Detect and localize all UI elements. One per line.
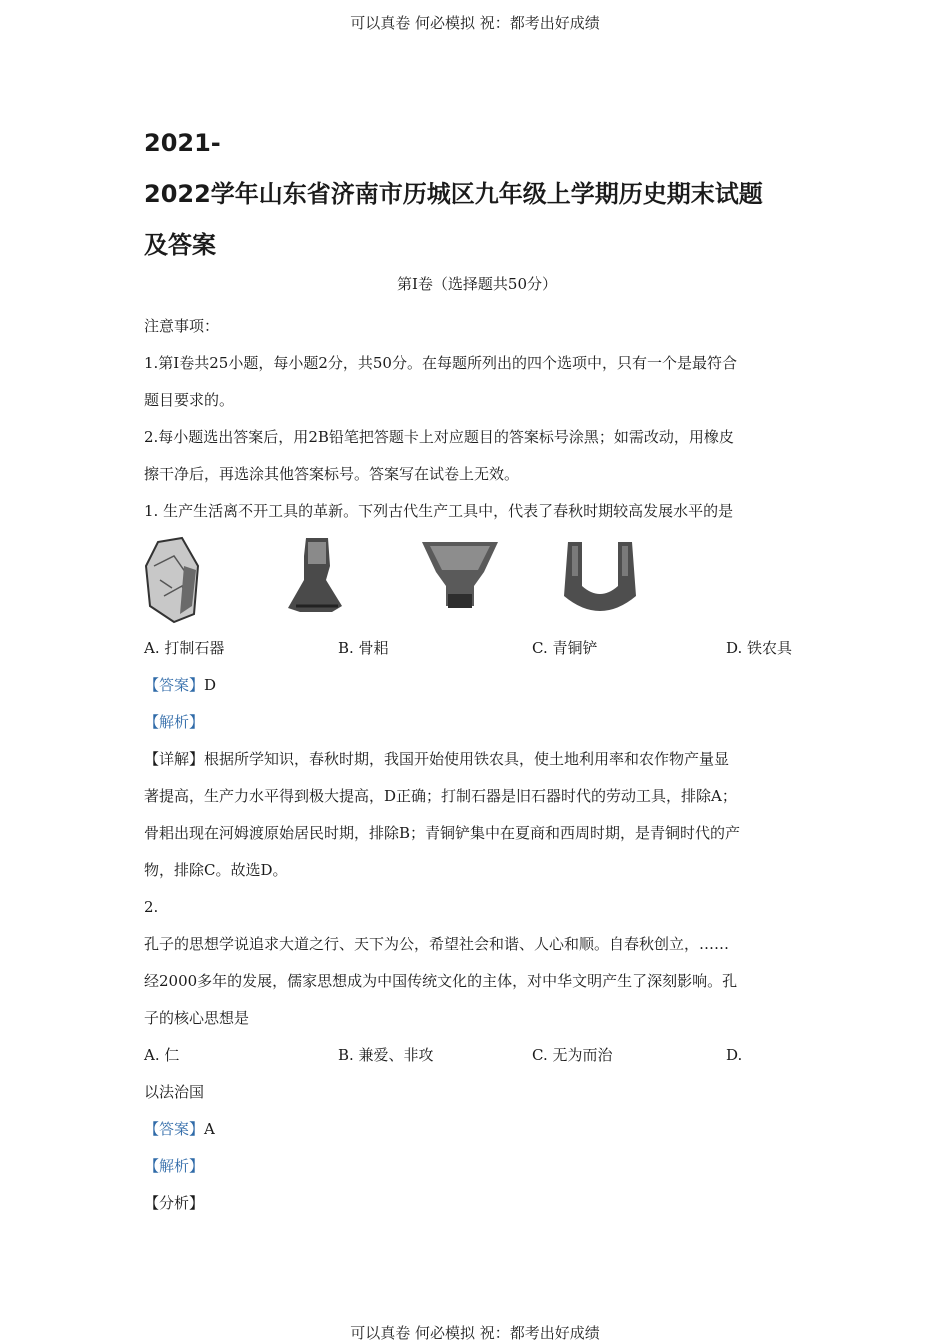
title-line-2: 2022学年山东省济南市历城区九年级上学期历史期末试题 [144,180,763,208]
q1-stem: 1. 生产生活离不开工具的革新。下列古代生产工具中，代表了春秋时期较高发展水平的是 [144,502,734,520]
document-body [144,118,810,1222]
q2-stem-line: 经2000多年的发展，儒家思想成为中国传统文化的主体，对中华文明产生了深刻影响。孔 [144,972,738,990]
q2-analysis-tag [144,1148,810,1185]
title-line-3: 及答案 [144,231,216,259]
q2-stem-line: 孔子的思想学说追求大道之行、天下为公，希望社会和谐、人心和顺。自春秋创立，…… [144,935,730,953]
notice-line: 2.每小题选出答案后，用2B铅笔把答题卡上对应题目的答案标号涂黑；如需改动，用橡皮 [144,428,734,446]
q1-images [144,536,810,630]
answer-tag: 【答案】 [144,676,205,694]
bronze-spade-image [420,536,558,624]
q1-options [144,630,810,667]
notice-line: 1.第Ⅰ卷共25小题，每小题2分，共50分。在每题所列出的四个选项中，只有一个是最符合 [144,354,737,372]
bone-tool-image [282,536,420,624]
q2-stem-line: 子的核心思想是 [144,1009,250,1027]
q1-detail-line: 著提高，生产力水平得到极大提高，D正确；打制石器是旧石器时代的劳动工具，排除A； [144,787,737,805]
q2-number: 2. [144,898,159,916]
q1-detail-line: 物，排除C。故选D。 [144,861,288,879]
q2-options [144,1037,810,1074]
answer-tag: 【答案】 [144,1120,205,1138]
notice-line: 题目要求的。 [144,391,235,409]
section-heading: 第Ⅰ卷（选择题共50分） [396,275,557,293]
q2-option-a: A. 仁 [144,1046,180,1064]
q1-option-c: C. 青铜铲 [532,639,598,657]
q2-option-d-text: 以法治国 [144,1083,205,1101]
q1-detail-line: 骨耜出现在河姆渡原始居民时期，排除B；青铜铲集中在夏商和西周时期，是青铜时代的产 [144,824,741,842]
q1-answer [144,667,810,704]
title-line-1: 2021- [144,129,221,157]
q2-option-d: D. [726,1046,743,1064]
q1-analysis-tag [144,704,810,741]
notice-line: 擦干净后，再选涂其他答案标号。答案写在试卷上无效。 [144,465,520,483]
analysis-tag: 【解析】 [144,1157,205,1175]
iron-tool-image [558,536,696,624]
page-header: 可以真卷 何必模拟 祝：都考出好成绩 [350,14,600,32]
q2-option-c: C. 无为而治 [532,1046,613,1064]
q2-answer [144,1111,810,1148]
q1-option-a: A. 打制石器 [144,639,225,657]
q2-fenxi-tag: 【分析】 [144,1194,205,1212]
answer-value: A [204,1120,215,1138]
document-title [144,118,810,271]
stone-tool-image [144,536,282,624]
answer-value: D [204,676,217,694]
page-footer: 可以真卷 何必模拟 祝：都考出好成绩 [350,1324,600,1342]
q1-option-d: D. 铁农具 [726,639,793,657]
q2-option-b: B. 兼爱、非攻 [338,1046,434,1064]
q1-detail-line: 【详解】根据所学知识，春秋时期，我国开始使用铁农具，使土地利用率和农作物产量显 [144,750,730,768]
notice-title: 注意事项： [144,317,220,335]
q1-option-b: B. 骨耜 [338,639,389,657]
analysis-tag: 【解析】 [144,713,205,731]
